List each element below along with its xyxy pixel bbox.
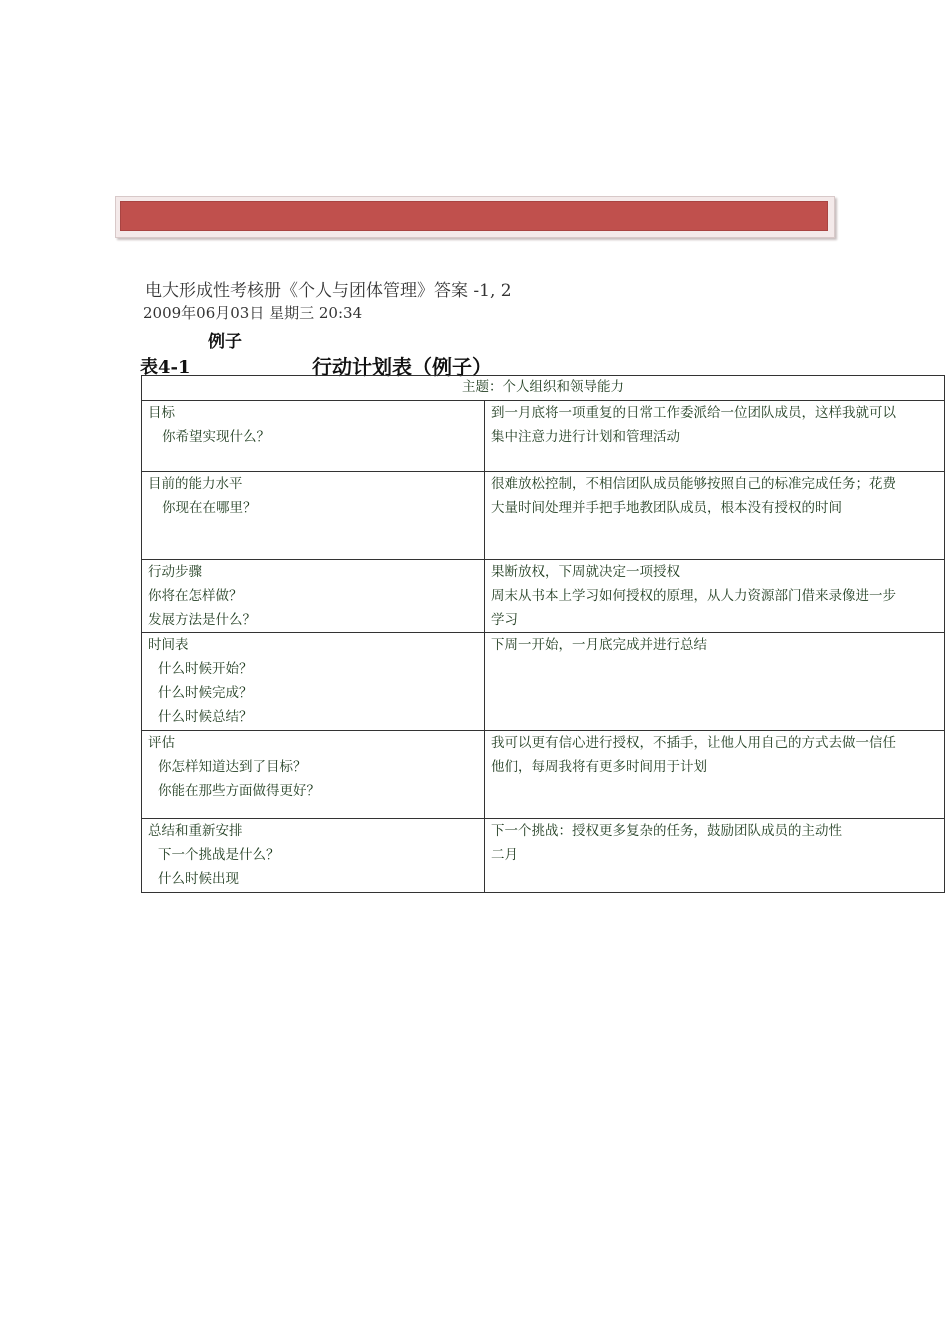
- row-question: 什么时候总结？: [158, 709, 253, 725]
- table-title: 行动计划表（例子）: [312, 355, 492, 379]
- row-question: 你将在怎样做？: [148, 588, 243, 604]
- table-row: [142, 401, 945, 472]
- table-number: 表4-1: [140, 357, 191, 378]
- row-left-cell: [142, 560, 485, 633]
- table-row: [142, 633, 945, 731]
- row-question: 什么时候开始？: [158, 661, 253, 677]
- row-answer-cell: [485, 560, 945, 633]
- table-row: [142, 560, 945, 633]
- row-left-cell: [142, 731, 485, 819]
- header-banner-bar: [120, 201, 828, 231]
- row-heading: 行动步骤: [148, 564, 202, 580]
- row-answer-line: 大量时间处理并手把手地教团队成员，根本没有授权的时间: [491, 500, 842, 516]
- row-answer-line: 周末从书本上学习如何授权的原理，从人力资源部门借来录像进一步: [491, 588, 896, 604]
- row-answer-cell: [485, 472, 945, 560]
- row-answer-line: 学习: [491, 612, 518, 628]
- row-question: 什么时候完成？: [158, 685, 253, 701]
- row-question: 发展方法是什么？: [148, 612, 256, 628]
- row-left-cell: [142, 401, 485, 472]
- row-answer-line: 他们，每周我将有更多时间用于计划: [491, 759, 707, 775]
- row-question: 你能在那些方面做得更好？: [158, 783, 320, 799]
- row-heading: 目标: [148, 405, 175, 421]
- row-answer-line: 集中注意力进行计划和管理活动: [491, 429, 680, 445]
- row-answer-line: 果断放权，下周就决定一项授权: [491, 564, 680, 580]
- row-heading: 时间表: [148, 637, 189, 653]
- row-heading: 目前的能力水平: [148, 476, 243, 492]
- row-answer-cell: [485, 633, 945, 731]
- row-heading: 总结和重新安排: [148, 823, 243, 839]
- row-question: 你现在在哪里？: [162, 500, 257, 516]
- row-answer-cell: [485, 401, 945, 472]
- table-row: [142, 731, 945, 819]
- document-title: 电大形成性考核册《个人与团体管理》答案 -1, 2: [145, 281, 512, 301]
- row-answer-line: 到一月底将一项重复的日常工作委派给一位团队成员，这样我就可以: [491, 405, 896, 421]
- row-answer-cell: [485, 731, 945, 819]
- table-subject: 主题：个人组织和领导能力: [142, 376, 945, 401]
- row-heading: 评估: [148, 735, 175, 751]
- row-answer-cell: [485, 819, 945, 893]
- row-answer-line: 我可以更有信心进行授权，不插手，让他人用自己的方式去做一信任: [491, 735, 896, 751]
- row-answer-line: 下一个挑战：授权更多复杂的任务，鼓励团队成员的主动性: [491, 823, 842, 839]
- table-subject-row: [142, 376, 945, 401]
- example-label: 例子: [208, 332, 242, 352]
- table-row: [142, 819, 945, 893]
- row-question: 下一个挑战是什么？: [158, 847, 280, 863]
- row-left-cell: [142, 472, 485, 560]
- row-question: 你希望实现什么？: [162, 429, 270, 445]
- row-left-cell: [142, 819, 485, 893]
- row-question: 你怎样知道达到了目标？: [158, 759, 307, 775]
- header-banner: [115, 196, 835, 238]
- table-row: [142, 472, 945, 560]
- row-answer-line: 二月: [491, 847, 518, 863]
- document-date: 2009年06月03日 星期三 20:34: [143, 304, 363, 322]
- row-answer-line: 很难放松控制，不相信团队成员能够按照自己的标准完成任务；花费: [491, 476, 896, 492]
- row-left-cell: [142, 633, 485, 731]
- row-answer-line: 下周一开始，一月底完成并进行总结: [491, 637, 707, 653]
- action-plan-table: [141, 375, 945, 893]
- row-question: 什么时候出现: [158, 871, 239, 887]
